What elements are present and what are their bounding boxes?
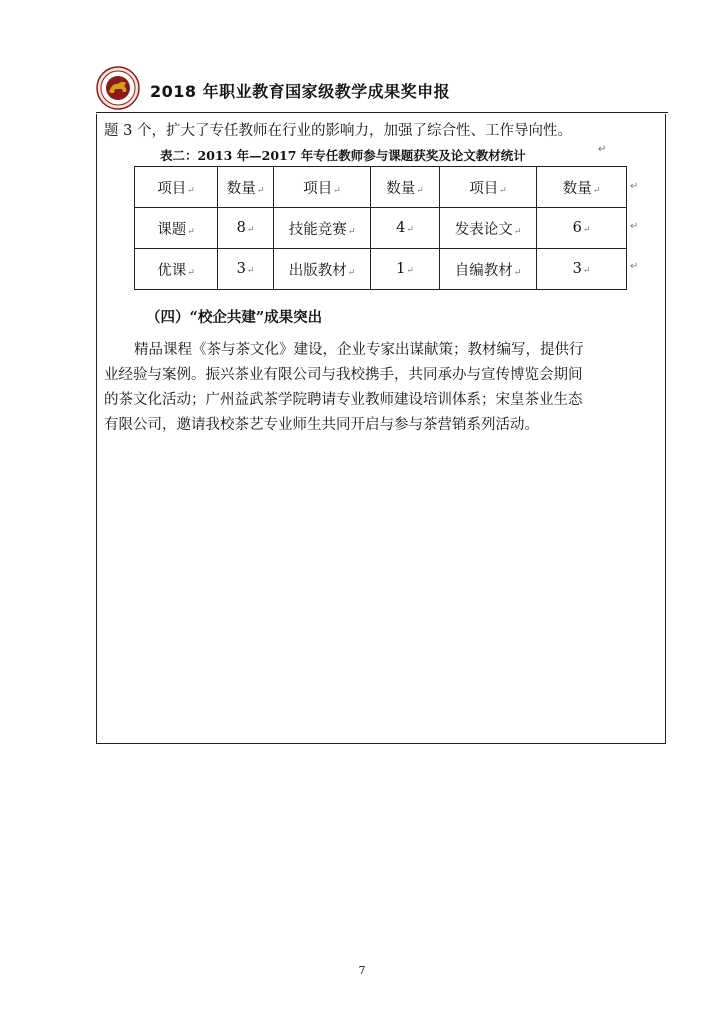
table-cell: 出版教材↵ [274,249,371,290]
table-cell: 优课↵ [135,249,218,290]
paragraph-line: 有限公司，邀请我校茶艺专业师生共同开启与参与茶营销系列活动。 [104,417,539,433]
section-heading: （四）“校企共建”成果突出 [146,309,323,326]
paragraph-mark-icon: ↵ [598,144,607,155]
table-header-cell: 项目↵ [274,167,371,208]
table-header-cell: 数量↵ [218,167,274,208]
page-number: 7 [358,964,366,977]
table-cell: 发表论文↵ [440,208,537,249]
paragraph-line: 业经验与案例。振兴茶业有限公司与我校携手，共同承办与宣传博览会期间 [104,367,583,383]
table-header-cell: 数量↵ [537,167,627,208]
table-cell: 1↵ [371,249,440,290]
table-header-cell: 项目↵ [440,167,537,208]
table-header-row [135,167,627,208]
row-end-mark-icon: ↵ [630,181,639,192]
table-cell: 3↵ [537,249,627,290]
header-title: 2018 年职业教育国家级教学成果奖申报 [150,82,451,101]
table-cell: 课题↵ [135,208,218,249]
table-cell: 自编教材↵ [440,249,537,290]
header-divider [96,112,668,113]
row-end-mark-icon: ↵ [630,261,639,272]
table-cell: 4↵ [371,208,440,249]
table-row [135,208,627,249]
table-row [135,249,627,290]
table-cell: 技能竞赛↵ [274,208,371,249]
paragraph-line: 的茶文化活动；广州益武茶学院聘请专业教师建设培训体系；宋皇茶业生态 [104,392,583,408]
stats-table [134,166,627,290]
school-logo-icon [96,66,140,110]
table-header-cell: 数量↵ [371,167,440,208]
paragraph-line: 精品课程《茶与茶文化》建设，企业专家出谋献策；教材编写，提供行 [134,342,584,358]
row-end-mark-icon: ↵ [630,221,639,232]
body-top-line: 题 3 个，扩大了专任教师在行业的影响力，加强了综合性、工作导向性。 [104,123,572,139]
table-cell: 3↵ [218,249,274,290]
table-caption: 表二：2013 年—2017 年专任教师参与课题获奖及论文教材统计 [160,148,526,163]
table-header-cell: 项目↵ [135,167,218,208]
table-cell: 6↵ [537,208,627,249]
page-header [96,66,668,114]
table-cell: 8↵ [218,208,274,249]
